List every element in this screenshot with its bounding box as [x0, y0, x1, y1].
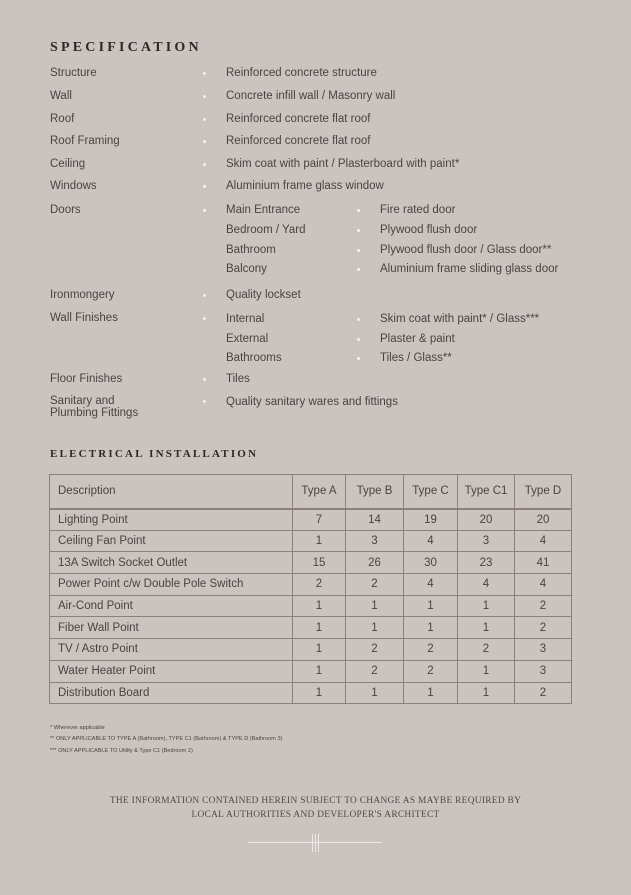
column-header: Type A — [293, 475, 346, 509]
footnote: * Wherever applicable — [50, 725, 105, 731]
table-row — [50, 595, 572, 617]
cell-value: 1 — [458, 617, 515, 639]
door-area: Bathroom — [226, 244, 276, 256]
cell-value: 4 — [515, 530, 572, 552]
bullet-icon — [357, 209, 360, 212]
cell-value: 19 — [404, 509, 458, 531]
spec-value: Reinforced concrete flat roof — [226, 135, 371, 147]
column-header: Type D — [515, 475, 572, 509]
spec-value: Aluminium frame glass window — [226, 180, 384, 192]
footnote: ** ONLY APPLICABLE TO TYPE A (Bathroom), TYPE C1 (Bathroom) & TYPE D (Bathroom 3) — [50, 736, 283, 743]
table-row — [50, 639, 572, 661]
cell-value: 1 — [458, 682, 515, 704]
cell-value: 1 — [293, 595, 346, 617]
cell-value: 2 — [346, 574, 404, 596]
cell-value: 26 — [346, 552, 404, 574]
spec-label: Roof Framing — [50, 135, 120, 147]
cell-value: 1 — [404, 595, 458, 617]
row-description: Ceiling Fan Point — [50, 530, 293, 552]
cell-value: 1 — [293, 617, 346, 639]
bullet-icon — [357, 318, 360, 321]
spec-label: Windows — [50, 180, 97, 192]
spec-value: Quality lockset — [226, 289, 301, 301]
cell-value: 3 — [346, 530, 404, 552]
electrical-title: ELECTRICAL INSTALLATION — [50, 448, 259, 460]
spec-label: Floor Finishes — [50, 373, 123, 385]
row-description: Air-Cond Point — [50, 595, 293, 617]
row-description: Fiber Wall Point — [50, 617, 293, 639]
cell-value: 1 — [346, 617, 404, 639]
bullet-icon — [357, 357, 360, 360]
spec-label: Roof — [50, 113, 75, 125]
cell-value: 3 — [515, 639, 572, 661]
table-row — [50, 617, 572, 639]
cell-value: 1 — [346, 682, 404, 704]
table-row — [50, 574, 572, 596]
spec-value: Quality sanitary wares and fittings — [226, 396, 398, 408]
spec-label: Doors — [50, 204, 81, 216]
bullet-icon — [203, 72, 206, 75]
spec-label: Ceiling — [50, 158, 86, 170]
footnotes — [50, 723, 282, 757]
door-type: Plywood flush door / Glass door** — [380, 244, 552, 256]
cell-value: 7 — [293, 509, 346, 531]
bullet-icon — [203, 317, 206, 320]
finish-area: Internal — [226, 313, 265, 325]
bullet-icon — [203, 163, 206, 166]
finish-type: Skim coat with paint* / Glass*** — [380, 313, 540, 325]
spec-label: Wall Finishes — [50, 312, 118, 324]
spec-label: Wall — [50, 90, 72, 102]
cell-value: 2 — [515, 617, 572, 639]
ornament-bar — [318, 834, 319, 852]
disclaimer-line: LOCAL AUTHORITIES AND DEVELOPER'S ARCHITECT — [191, 810, 440, 820]
cell-value: 1 — [404, 682, 458, 704]
spec-label-line2: Plumbing Fittings — [50, 407, 139, 419]
cell-value: 41 — [515, 552, 572, 574]
row-description: TV / Astro Point — [50, 639, 293, 661]
row-description: Water Heater Point — [50, 660, 293, 682]
spec-value: Tiles — [226, 373, 250, 385]
specification-title: SPECIFICATION — [50, 40, 202, 55]
cell-value: 1 — [404, 617, 458, 639]
bullet-icon — [203, 118, 206, 121]
cell-value: 30 — [404, 552, 458, 574]
spec-value: Concrete infill wall / Masonry wall — [226, 90, 396, 102]
cell-value: 3 — [458, 530, 515, 552]
cell-value: 2 — [515, 682, 572, 704]
cell-value: 4 — [458, 574, 515, 596]
cell-value: 1 — [458, 660, 515, 682]
spec-value: Reinforced concrete flat roof — [226, 113, 371, 125]
cell-value: 2 — [515, 595, 572, 617]
spec-value: Reinforced concrete structure — [226, 67, 377, 79]
cell-value: 3 — [515, 660, 572, 682]
bullet-icon — [203, 400, 206, 403]
door-type: Fire rated door — [380, 204, 456, 216]
spec-label: Structure — [50, 67, 97, 79]
bullet-icon — [203, 95, 206, 98]
ornament-bar — [315, 834, 316, 852]
cell-value: 1 — [346, 595, 404, 617]
table-row — [50, 509, 572, 531]
door-area: Balcony — [226, 263, 267, 275]
cell-value: 1 — [293, 682, 346, 704]
cell-value: 2 — [346, 660, 404, 682]
spec-label — [50, 395, 190, 419]
bullet-icon — [203, 294, 206, 297]
door-type: Aluminium frame sliding glass door — [380, 263, 559, 275]
cell-value: 4 — [404, 530, 458, 552]
cell-value: 2 — [458, 639, 515, 661]
disclaimer-line: THE INFORMATION CONTAINED HEREIN SUBJECT TO CHANGE AS MAYBE REQUIRED BY — [109, 796, 522, 806]
column-header: Type C — [404, 475, 458, 509]
cell-value: 4 — [404, 574, 458, 596]
cell-value: 2 — [404, 660, 458, 682]
cell-value: 14 — [346, 509, 404, 531]
spec-label-line1: Sanitary and — [50, 395, 115, 407]
ornament-bar — [312, 834, 313, 852]
footnote: *** ONLY APPLICABLE TO Utility & Type C1 (Bedroom 2) — [50, 747, 193, 754]
cell-value: 1 — [458, 595, 515, 617]
spec-row-doors — [50, 203, 610, 283]
column-header: Type C1 — [458, 475, 515, 509]
bullet-icon — [357, 338, 360, 341]
finish-type: Tiles / Glass** — [380, 352, 452, 364]
table-row — [50, 552, 572, 574]
door-type: Plywood flush door — [380, 224, 478, 236]
spec-value: Skim coat with paint / Plasterboard with paint* — [226, 158, 460, 170]
row-description: Power Point c/w Double Pole Switch — [50, 574, 293, 596]
table-header-row — [50, 475, 572, 509]
row-description: 13A Switch Socket Outlet — [50, 552, 293, 574]
door-area: Main Entrance — [226, 204, 301, 216]
bullet-icon — [203, 378, 206, 381]
cell-value: 15 — [293, 552, 346, 574]
bullet-icon — [203, 185, 206, 188]
column-header: Type B — [346, 475, 404, 509]
cell-value: 20 — [458, 509, 515, 531]
cell-value: 1 — [293, 639, 346, 661]
table-row — [50, 682, 572, 704]
bullet-icon — [203, 209, 206, 212]
row-description: Lighting Point — [50, 509, 293, 531]
row-description: Distribution Board — [50, 682, 293, 704]
column-header: Description — [50, 475, 293, 509]
bullet-icon — [357, 268, 360, 271]
bullet-icon — [203, 140, 206, 143]
electrical-table — [49, 474, 572, 704]
finish-type: Plaster & paint — [380, 333, 455, 345]
door-area: Bedroom / Yard — [226, 224, 306, 236]
table-row — [50, 660, 572, 682]
finish-area: Bathrooms — [226, 352, 282, 364]
cell-value: 2 — [404, 639, 458, 661]
spec-row-wall-finishes — [50, 311, 610, 371]
spec-label: Ironmongery — [50, 289, 115, 301]
divider-ornament-icon — [248, 834, 382, 852]
cell-value: 1 — [293, 660, 346, 682]
cell-value: 2 — [346, 639, 404, 661]
cell-value: 20 — [515, 509, 572, 531]
finish-area: External — [226, 333, 269, 345]
cell-value: 4 — [515, 574, 572, 596]
disclaimer — [0, 794, 631, 822]
bullet-icon — [357, 249, 360, 252]
cell-value: 2 — [293, 574, 346, 596]
cell-value: 23 — [458, 552, 515, 574]
table-row — [50, 530, 572, 552]
bullet-icon — [357, 229, 360, 232]
cell-value: 1 — [293, 530, 346, 552]
